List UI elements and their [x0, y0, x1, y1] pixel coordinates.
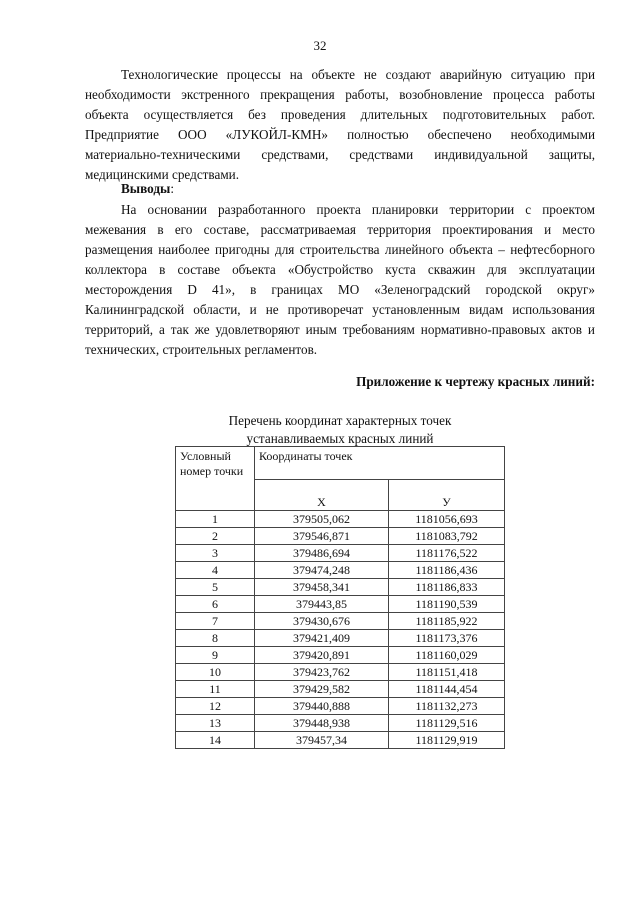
x-coordinate-cell: 379505,062 — [255, 511, 389, 528]
table-row — [176, 698, 505, 715]
header-coordinates: Координаты точек — [255, 447, 505, 480]
point-number-cell: 10 — [176, 664, 255, 681]
paragraph-technological-processes: Технологические процессы на объекте не создают аварийную ситуацию при необходимости экстренного прекращения работы, возобновление процесса работы объекта осуществляется без проведения длительных подготовительных работ. Предприятие ООО «ЛУКОЙЛ-КМН» полностью обеспечено необходимыми материально-техническими средствами, средствами индивидуальной защиты, медицинскими средствами. — [85, 67, 595, 182]
y-coordinate-cell: 1181083,792 — [389, 528, 505, 545]
y-coordinate-cell: 1181186,833 — [389, 579, 505, 596]
table-row — [176, 545, 505, 562]
coordinates-table — [175, 446, 505, 749]
table-row — [176, 664, 505, 681]
table-row — [176, 562, 505, 579]
table-row — [176, 715, 505, 732]
page-number: 32 — [313, 38, 327, 53]
conclusions-heading — [121, 181, 174, 197]
point-number-cell: 11 — [176, 681, 255, 698]
point-number-cell: 5 — [176, 579, 255, 596]
point-number-cell: 13 — [176, 715, 255, 732]
table-row — [176, 613, 505, 630]
table-row — [176, 681, 505, 698]
appendix-title: Приложение к чертежу красных линий: — [356, 374, 595, 389]
x-coordinate-cell: 379440,888 — [255, 698, 389, 715]
header-x: X — [255, 480, 389, 511]
point-number-cell: 14 — [176, 732, 255, 749]
point-number-cell: 2 — [176, 528, 255, 545]
y-coordinate-cell: 1181129,516 — [389, 715, 505, 732]
y-coordinate-cell: 1181129,919 — [389, 732, 505, 749]
conclusions-colon: : — [170, 181, 174, 196]
x-coordinate-cell: 379448,938 — [255, 715, 389, 732]
table-row — [176, 732, 505, 749]
point-number-cell: 6 — [176, 596, 255, 613]
x-coordinate-cell: 379458,341 — [255, 579, 389, 596]
x-coordinate-cell: 379546,871 — [255, 528, 389, 545]
table-caption-line2: устанавливаемых красных линий — [246, 431, 434, 446]
x-coordinate-cell: 379420,891 — [255, 647, 389, 664]
y-coordinate-cell: 1181176,522 — [389, 545, 505, 562]
point-number-cell: 8 — [176, 630, 255, 647]
y-coordinate-cell: 1181190,539 — [389, 596, 505, 613]
x-coordinate-cell: 379443,85 — [255, 596, 389, 613]
y-coordinate-cell: 1181173,376 — [389, 630, 505, 647]
table-row — [176, 630, 505, 647]
x-coordinate-cell: 379429,582 — [255, 681, 389, 698]
point-number-cell: 4 — [176, 562, 255, 579]
x-coordinate-cell: 379421,409 — [255, 630, 389, 647]
header-point-number: Условный номер точки — [176, 447, 255, 511]
table-caption-line1: Перечень координат характерных точек — [228, 413, 452, 428]
y-coordinate-cell: 1181056,693 — [389, 511, 505, 528]
y-coordinate-cell: 1181160,029 — [389, 647, 505, 664]
y-coordinate-cell: 1181132,273 — [389, 698, 505, 715]
table-row — [176, 579, 505, 596]
point-number-cell: 7 — [176, 613, 255, 630]
point-number-cell: 3 — [176, 545, 255, 562]
header-y: У — [389, 480, 505, 511]
table-header-row — [176, 447, 505, 480]
x-coordinate-cell: 379430,676 — [255, 613, 389, 630]
table-row — [176, 647, 505, 664]
table-row — [176, 511, 505, 528]
conclusions-label: Выводы — [121, 181, 171, 196]
y-coordinate-cell: 1181185,922 — [389, 613, 505, 630]
x-coordinate-cell: 379457,34 — [255, 732, 389, 749]
point-number-cell: 9 — [176, 647, 255, 664]
x-coordinate-cell: 379474,248 — [255, 562, 389, 579]
point-number-cell: 12 — [176, 698, 255, 715]
y-coordinate-cell: 1181186,436 — [389, 562, 505, 579]
paragraph-conclusions: На основании разработанного проекта планировки территории с проектом межевания в его составе, рассматриваемая территория проектирования и место размещения наиболее пригодны для строительства линейного объекта – нефтесборного коллектора в составе объекта «Обустройство куста скважин для эксплуатации месторождения D 41», в границах МО «Зеленоградский городской округ» Калининградской области, и не противоречат установленным видам использования территорий, а так же удовлетворяют иным требованиям нормативно-правовых актов и технических, строительных регламентов. — [85, 202, 595, 357]
x-coordinate-cell: 379486,694 — [255, 545, 389, 562]
point-number-cell: 1 — [176, 511, 255, 528]
x-coordinate-cell: 379423,762 — [255, 664, 389, 681]
table-row — [176, 528, 505, 545]
y-coordinate-cell: 1181144,454 — [389, 681, 505, 698]
y-coordinate-cell: 1181151,418 — [389, 664, 505, 681]
table-row — [176, 596, 505, 613]
